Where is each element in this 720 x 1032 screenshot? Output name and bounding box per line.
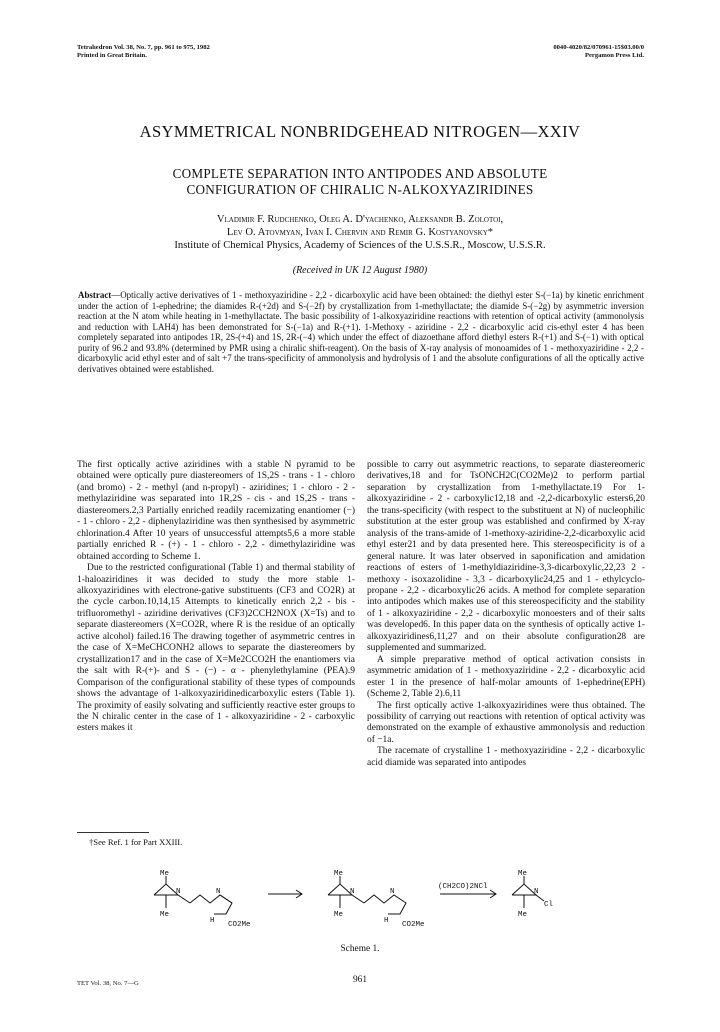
received-date: (Received in UK 12 August 1980) — [292, 265, 428, 276]
page-number: 961 — [352, 975, 368, 985]
body-paragraph: possible to carry out asymmetric reactions, to separate diastereomeric derivatives,18 and for TsONCH2C(CO2Me)2 to perform partial separation by crystallization from 1-methyllactate.19 For 1-alkoxyaziridine - 2 - carboxylic12,18 and -2,2-dicarboxylic esters6,20 the trans-specificity (with respect to the substituent at N) of nucleophilic substitution at the ester group was established and confirmed by X-ray analysis of the trans-amide of 1-methoxy-aziridine-2,2-dicarboxylic acid ethyl ester21 and by data presented here. This stereospecificity is of a general nature. It was later observed in saponification and amidation reactions of esters of 1-methyldiaziridine-3,3-dicarboxylic,22,23 2 - methoxy - isoxazolidine - 3,3 - dicarboxylic24,25 and 1 - ethylcyclo-propane - 2,2 - dicarboxylic26 acids. A method for complete separation into antipodes which makes use of this stereospecificity and the stability of 1 - alkoxyaziridine - 2,2 - dicarboxylic monoesters and of their salts was developed6. In this paper data on the synthesis of optically active 1-alkoxyaziridines6,11,27 and on their absolute configuration28 are supplemented and summarized. — [367, 460, 645, 654]
journal-footer: TET Vol. 38, No. 7—G — [77, 980, 139, 987]
scheme-label-n: N — [390, 888, 395, 896]
affiliation: Institute of Chemical Physics, Academy of Sciences of the U.S.S.R., Moscow, U.S.S.R. — [174, 240, 546, 251]
right-column — [367, 460, 645, 769]
scheme-reagent: (CH2CO)2NCl — [438, 883, 488, 891]
body-paragraph: The first optically active 1-alkoxyaziridines were thus obtained. The possibility of carrying out reactions with retention of optical activity was demonstrated on the example of exhaustive ammonolysis and reduction of −1a. — [367, 700, 645, 745]
scheme-label-h: H — [384, 917, 389, 925]
scheme-label-n: N — [534, 888, 539, 896]
scheme-label-n: N — [216, 888, 221, 896]
left-column — [77, 460, 355, 735]
scheme-label-me: Me — [334, 911, 344, 919]
publisher-name: Pergamon Press Ltd. — [584, 52, 644, 59]
authors-line-2: Lev O. Atovmyan, Ivan I. Chervin and Remir G. Kostyanovsky* — [226, 227, 494, 238]
body-paragraph: Due to the restricted configurational (Table 1) and thermal stability of 1-haloaziridines it was decided to study the more stable 1-alkoxyaziridines with electrone-gative substituents (CF3 and CO2R) at the cycle carbon.10,14,15 Attempts to kinetically enrich 2,2 - bis - trifluoromethyl - aziridine derivatives (CF3)2CCH2NOX (X=Ts) and to separate diastereomers (X=CO2R, where R is the residue of an optically active alcohol) failed.16 The drawing together of asymmetric centres in the case of X=MeCHCONH2 allows to separate the diastereomers by crystallization17 and in the case of X=Me2CCO2H the enantiomers via the salt with R-(+)- and S - (−) - α - phenylethylamine (PEA).9 Comparison of the configurational stability of these types of compounds shows the advantage of 1-alkoxyaziridinedicarboxylic esters (Table 1). The proximity of easily solvating and sufficiently reactive ester groups to the N chiralic center in the case of 1 - alkoxyaziridine - 2 - carboxylic esters makes it — [77, 563, 355, 734]
paper-title: ASYMMETRICAL NONBRIDGEHEAD NITROGEN—XXIV — [139, 122, 581, 141]
authors-line-1: Vladimir F. Rudchenko, Oleg A. D'yachenko, Aleksandr B. Zolotoi, — [216, 214, 504, 225]
journal-header — [77, 44, 210, 60]
scheme-label-me: Me — [160, 911, 170, 919]
scheme-label-me: Me — [518, 870, 528, 878]
scheme-label-co2me: CO2Me — [228, 921, 251, 929]
body-paragraph: A simple preparative method of optical activation consists in asymmetric amidation of 1 - methoxyaziridine - 2,2 - dicarboxylic acid ester 1 in the presence of half-molar amounts of 1-ephedrine(EPH) (Scheme 2, Table 2).6,11 — [367, 654, 645, 700]
article-code: 0040-4020/82/070961-15$03.00/0 — [553, 44, 644, 51]
footnote-rule — [77, 832, 149, 833]
author-block — [110, 213, 610, 252]
body-paragraph: The first optically active aziridines with a stable N pyramid to be obtained were optically pure diastereomers of 1S,2S - trans - 1 - chloro (and bromo) - 2 - methyl (and n-propyl) - aziridines; 1 - chloro - 2 - methylaziridine was separated into 1R,2S - cis - and 1S,2S - trans - diastereomers.2,3 Partially enriched readily racemizating enantiomer (−) - 1 - chloro - 2,2 - diphenylaziridine was then synthesised by asymmetric chlorination.4 After 10 years of unsuccessful attempts5,6 a more stable partially enriched R - (+) - 1 - chloro - 2,2 - dimethylaziridine was obtained according to Scheme 1. — [77, 460, 355, 562]
paper-subtitle: COMPLETE SEPARATION INTO ANTIPODES AND ABSOLUTE CONFIGURATION OF CHIRALIC N-ALKOXYAZIRIDINES — [172, 166, 548, 197]
scheme-label-me: Me — [518, 911, 528, 919]
abstract-text: —Optically active derivatives of 1 - methoxyaziridine - 2,2 - dicarboxylic acid have been obtained: the diethyl ester S-(−1a) by kinetic enrichment under the action of 1-ephedrine; the diamides R-(+2d) and S-(−2f) by crystallization from 1-methyllactate; the diamide S-(−2g) by asymmetric inversion reaction at the N atom while heating in 1-methyllactate. The basic possibility of 1-alkoxyaziridine reactions with retention of optical activity (ammonolysis and reduction with LAH4) has been demonstrated for S-(−1a) and R-(+1). 1-Methoxy - aziridine - 2,2 - dicarboxylic acid cis-ethyl ester 4 has been completely separated into antipodes 1R, 2S-(+4) and 1S, 2R-(−4) which under the effect of diazoethane afford diethyl esters R-(+1) and S-(−1) with optical purity of 96.2 and 93.8% (determined by PMR using a chiralic shift-reagent). On the basis of X-ray analysis of monoamides of 1 - methoxyaziridine - 2,2 - dicarboxylic acid ethyl ester and of salt +7 the trans-specificity of ammonolysis and hydrolysis of 1 and the absolute configurations of all the optically active derivatives obtained were established. — [78, 290, 644, 374]
journal-citation: Tetrahedron Vol. 38, No. 7, pp. 961 to 975, 1982 — [77, 44, 210, 51]
scheme-label-cl: Cl — [544, 901, 554, 909]
scheme-1-diagram — [140, 870, 600, 940]
scheme-label-me: Me — [334, 870, 344, 878]
scheme-label-h: H — [210, 917, 215, 925]
scheme-label-n: N — [176, 888, 181, 896]
abstract-label: Abstract — [78, 290, 112, 300]
body-paragraph: The racemate of crystalline 1 - methoxyaziridine - 2,2 - dicarboxylic acid diamide was separated into antipodes — [367, 746, 645, 768]
scheme-label-n: N — [350, 888, 355, 896]
publisher-header — [553, 44, 644, 60]
scheme-caption: Scheme 1. — [340, 944, 380, 954]
printed-in: Printed in Great Britain. — [77, 52, 147, 59]
abstract — [78, 290, 644, 374]
footnote: †See Ref. 1 for Part XXIII. — [89, 837, 183, 847]
scheme-label-me: Me — [160, 870, 170, 878]
scheme-label-co2me: CO2Me — [402, 921, 425, 929]
